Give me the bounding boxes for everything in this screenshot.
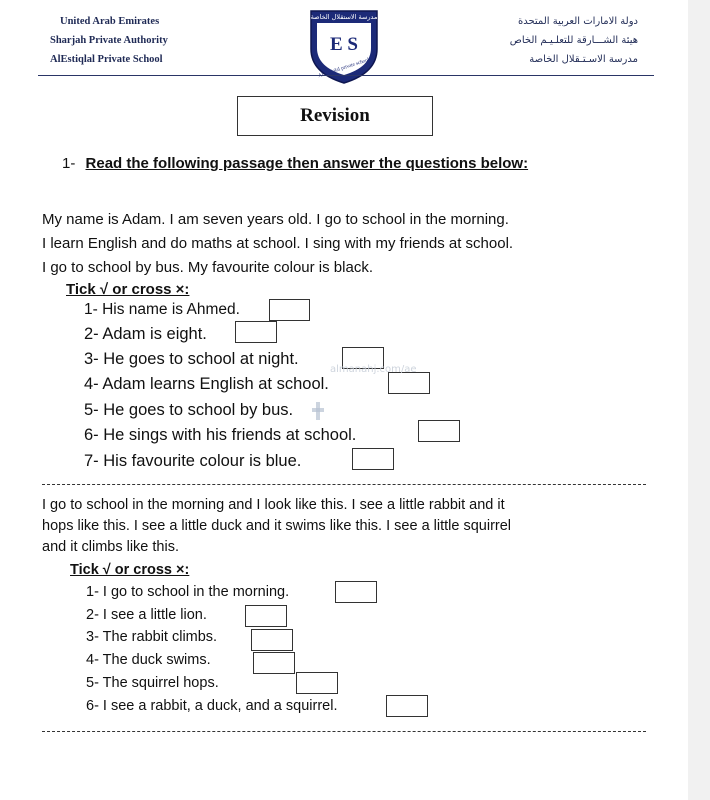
logo-top-text: مدرسة الاستقلال الخاصة (310, 13, 378, 21)
section2-tick-title: Tick √ or cross ×: (70, 562, 190, 578)
answer-box[interactable] (296, 672, 338, 694)
section1-item: 5- He goes to school by bus. (84, 401, 294, 419)
header-authority: Sharjah Private Authority (50, 35, 168, 46)
passage1-line: I learn English and do maths at school. I sing with my friends at school. (42, 235, 514, 252)
header-school-ar: مدرسة الاسـتـقلال الخاصة (529, 54, 638, 65)
passage1-line: I go to school by bus. My favourite colour is black. (42, 259, 373, 276)
section2-item: 2- I see a little lion. (86, 607, 207, 623)
watermark-cross-icon (312, 402, 324, 420)
answer-box[interactable] (251, 629, 293, 651)
header-school: AlEstiqlal Private School (50, 54, 163, 65)
section1-item: 3- He goes to school at night. (84, 350, 299, 368)
section-divider (42, 731, 646, 732)
school-logo (305, 3, 383, 85)
page-title (237, 96, 433, 136)
section1-item: 7- His favourite colour is blue. (84, 452, 302, 470)
section2-item: 5- The squirrel hops. (86, 675, 219, 691)
answer-box[interactable] (352, 448, 394, 470)
passage2-line: I go to school in the morning and I look like this. I see a little rabbit and it (42, 497, 505, 513)
section1-item: 1- His name is Ahmed. (84, 301, 240, 318)
question-instruction: Read the following passage then answer the questions below: (85, 155, 529, 172)
passage1-line: My name is Adam. I am seven years old. I go to school in the morning. (42, 211, 509, 228)
question-heading (62, 155, 528, 172)
header-country: United Arab Emirates (60, 16, 160, 27)
answer-box[interactable] (388, 372, 430, 394)
header-country-ar: دولة الامارات العربية المتحدة (517, 16, 638, 27)
answer-box[interactable] (253, 652, 295, 674)
section1-item: 6- He sings with his friends at school. (84, 426, 357, 444)
answer-box[interactable] (386, 695, 428, 717)
page-margin (688, 0, 710, 800)
answer-box[interactable] (245, 605, 287, 627)
answer-box[interactable] (235, 321, 277, 343)
section2-item: 6- I see a rabbit, a duck, and a squirrel. (86, 698, 338, 714)
logo-bottom-text: Al-Estiqlal private school (317, 56, 370, 80)
section2-item: 1- I go to school in the morning. (86, 584, 290, 600)
logo-initials: E S (330, 34, 358, 55)
answer-box[interactable] (269, 299, 310, 321)
passage2-line: and it climbs like this. (42, 539, 179, 555)
section2-item: 4- The duck swims. (86, 652, 211, 668)
answer-box[interactable] (418, 420, 460, 442)
page-title-text: Revision (300, 105, 370, 126)
section1-item: 2- Adam is eight. (84, 325, 207, 343)
section2-item: 3- The rabbit climbs. (86, 629, 218, 645)
section1-item: 4- Adam learns English at school. (84, 375, 329, 393)
passage2-line: hops like this. I see a little duck and it swims like this. I see a little squirrel (42, 518, 512, 534)
section1-tick-title: Tick √ or cross ×: (66, 281, 190, 298)
section-divider (42, 484, 646, 485)
question-number: 1- (62, 155, 76, 172)
header-right (510, 12, 638, 69)
watermark: almanahj.com/ae (330, 364, 417, 375)
header-divider (38, 75, 654, 76)
header-authority-ar: هيئة الشـــارقة للتعلـيـم الخاص (509, 35, 638, 46)
answer-box[interactable] (335, 581, 377, 603)
header-left (50, 12, 168, 69)
